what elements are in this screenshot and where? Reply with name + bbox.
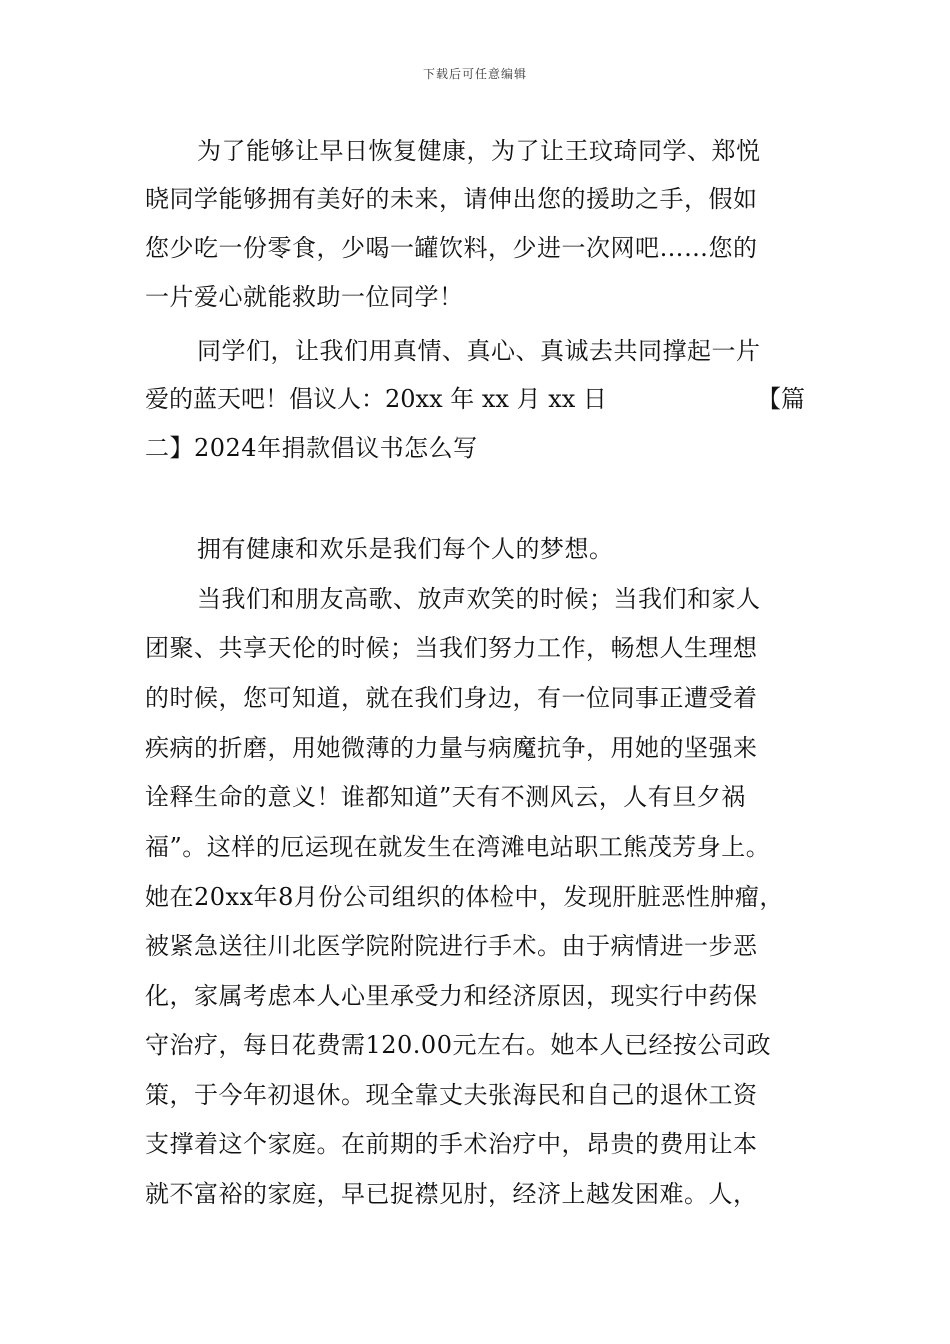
section-title: 二】2024年捐款倡议书怎么写 [145, 434, 478, 462]
paragraph-line: 拥有健康和欢乐是我们每个人的梦想。 [197, 535, 614, 563]
paragraph-line: 晓同学能够拥有美好的未来，请伸出您的援助之手，假如 [145, 185, 758, 213]
paragraph-line: 为了能够让早日恢复健康，为了让王玟琦同学、郑悦 [197, 137, 761, 165]
paragraph-line: 诠释生命的意义！谁都知道”天有不测风云，人有旦夕祸 [145, 783, 746, 811]
signature-text: 爱的蓝天吧！倡议人：20xx 年 xx 月 xx 日 [145, 385, 607, 413]
page-header: 下载后可任意编辑 [422, 67, 527, 81]
paragraph-line: 她在20xx年8月份公司组织的体检中，发现肝脏恶性肿瘤， [145, 883, 784, 911]
paragraph-line: 同学们，让我们用真情、真心、真诚去共同撑起一片 [197, 337, 761, 365]
paragraph-line: 的时候，您可知道，就在我们身边，有一位同事正遭受着 [145, 684, 758, 712]
paragraph-line: 一片爱心就能救助一位同学！ [145, 283, 464, 311]
section-marker: 【篇 [757, 385, 805, 413]
paragraph-line: 您少吃一份零食，少喝一罐饮料，少进一次网吧……您的 [145, 234, 758, 262]
paragraph-line: 福”。这样的厄运现在就发生在湾滩电站职工熊茂芳身上。 [145, 833, 771, 861]
paragraph-line: 当我们和朋友高歌、放声欢笑的时候；当我们和家人 [197, 585, 761, 613]
signature-row [145, 384, 805, 414]
paragraph-line: 策，于今年初退休。现全靠丈夫张海民和自己的退休工资 [145, 1081, 758, 1109]
paragraph-line: 支撑着这个家庭。在前期的手术治疗中，昂贵的费用让本 [145, 1130, 758, 1158]
paragraph-line: 被紧急送往川北医学院附院进行手术。由于病情进一步恶 [145, 932, 758, 960]
paragraph-line: 化，家属考虑本人心里承受力和经济原因，现实行中药保 [145, 982, 758, 1010]
paragraph-line: 疾病的折磨，用她微薄的力量与病魔抗争，用她的坚强来 [145, 734, 758, 762]
paragraph-line: 守治疗，每日花费需120.00元左右。她本人已经按公司政 [145, 1031, 771, 1059]
paragraph-line: 团聚、共享天伦的时候；当我们努力工作，畅想人生理想 [145, 634, 758, 662]
paragraph-line: 就不富裕的家庭，早已捉襟见肘，经济上越发困难。人， [145, 1180, 758, 1208]
